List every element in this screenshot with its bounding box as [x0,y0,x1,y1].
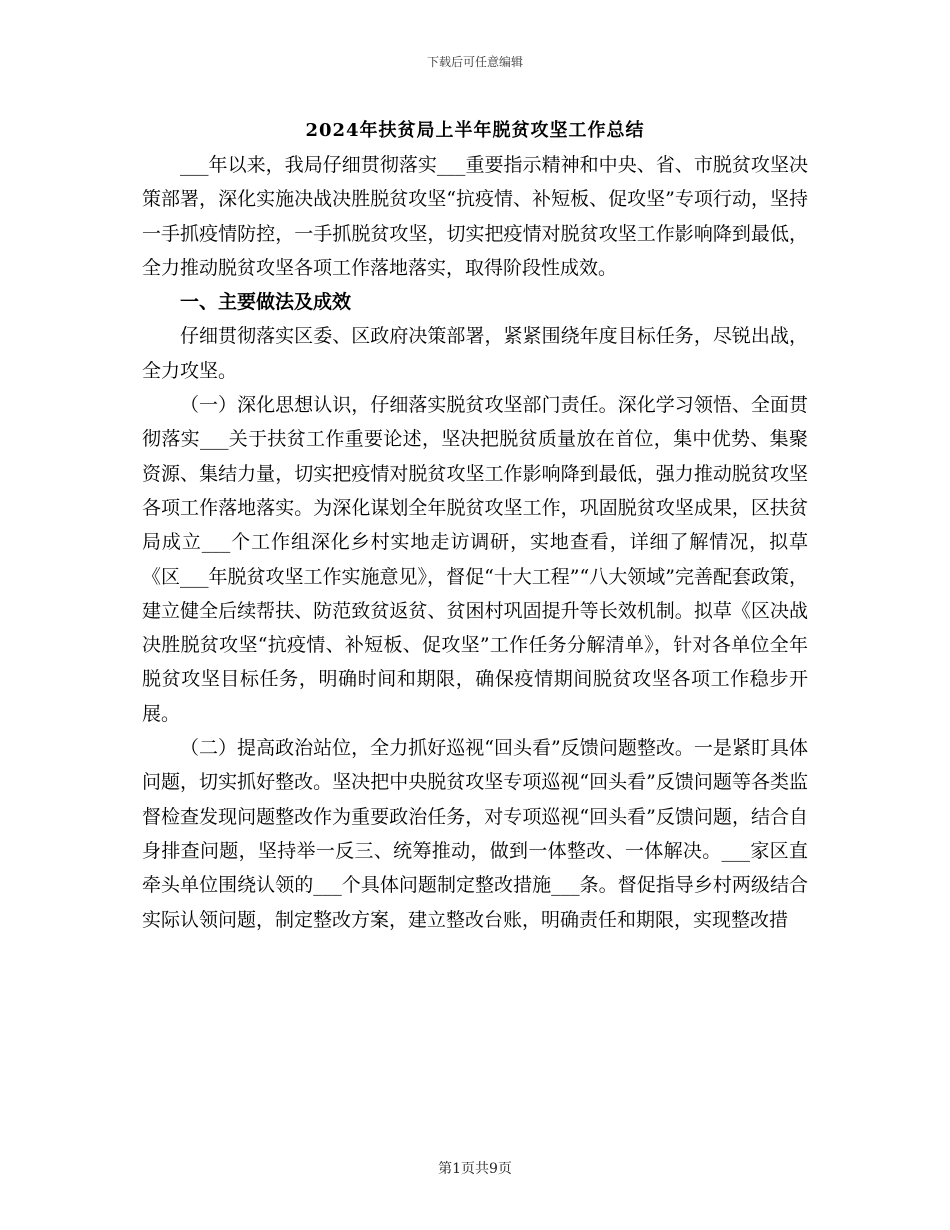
paragraph-section-1: （一）深化思想认识，仔细落实脱贫攻坚部门责任。深化学习领悟、全面贯彻落实___关于扶贫工作重要论述，坚决把脱贫质量放在首位，集中优势、集聚资源、集结力量，切实把疫情对脱贫攻坚工作影响降到最低，强力推动脱贫攻坚各项工作落地落实。为深化谋划全年脱贫攻坚工作，巩固脱贫攻坚成果，区扶贫局成立___个工作组深化乡村实地走访调研，实地查看，详细了解情况，拟草《区___年脱贫攻坚工作实施意见》，督促“十大工程”“八大领域”完善配套政策，建立健全后续帮扶、防范致贫返贫、贫困村巩固提升等长效机制。拟草《区决战决胜脱贫攻坚“抗疫情、补短板、促攻坚”工作任务分解清单》，针对各单位全年脱贫攻坚目标任务，明确时间和期限，确保疫情期间脱贫攻坚各项工作稳步开展。 [142,394,808,725]
paragraph-intro: ___年以来，我局仔细贯彻落实___重要指示精神和中央、省、市脱贫攻坚决策部署，深化实施决战决胜脱贫攻坚“抗疫情、补短板、促攻坚”专项行动，坚持一手抓疫情防控，一手抓脱贫攻坚，切实把疫情对脱贫攻坚工作影响降到最低，全力推动脱贫攻坚各项工作落地落实，取得阶段性成效。 [142,154,808,279]
header-note: 下载后可任意编辑 [426,55,523,69]
section-heading: 一、主要做法及成效 [180,291,352,314]
document-title: 2024年扶贫局上半年脱贫攻坚工作总结 [305,120,645,141]
paragraph-section-2: （二）提高政治站位，全力抓好巡视“回头看”反馈问题整改。一是紧盯具体问题，切实抓好整改。坚决把中央脱贫攻坚专项巡视“回头看”反馈问题等各类监督检查发现问题整改作为重要政治任务，对专项巡视“回头看”反馈问题，结合自身排查问题，坚持举一反三、统筹推动，做到一体整改、一体解决。___家区直牵头单位围绕认领的___个具体问题制定整改措施___条。督促指导乡村两级结合实际认领问题，制定整改方案，建立整改台账，明确责任和期限，实现整改措 [142,737,808,931]
page-number: 第1页共9页 [438,1161,512,1177]
document-body [142,148,808,937]
paragraph-overview: 仔细贯彻落实区委、区政府决策部署，紧紧围绕年度目标任务，尽锐出战，全力攻坚。 [142,325,808,382]
